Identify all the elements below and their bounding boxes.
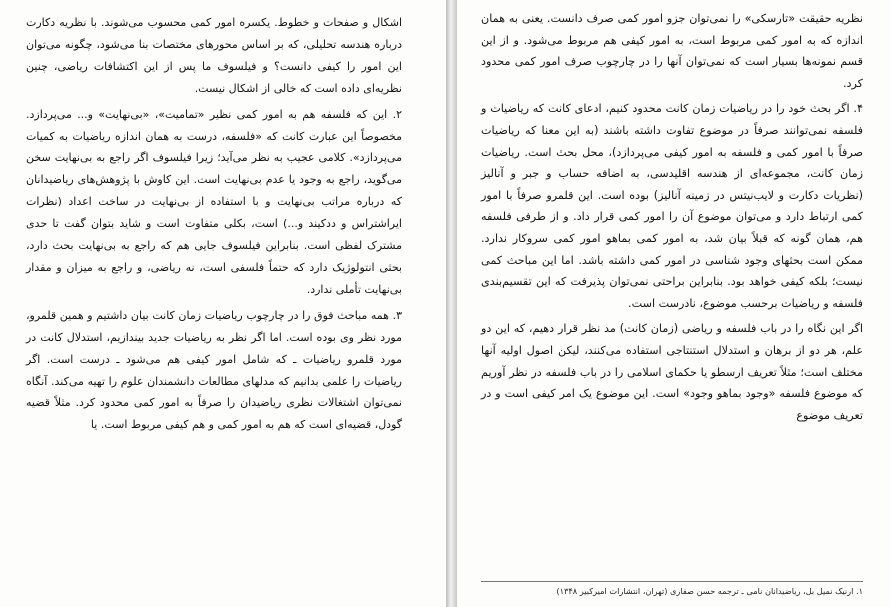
- left-paragraph-3: ۳. همه مباحث فوق را در چارچوب ریاضیات زمان کانت بیان داشتیم و همین قلمرو، مورد نظر وی بوده است. اما اگر نظر به ریاضیات جدید بیندازیم، استدلال کانت در مورد قلمرو ریاضیات ـ که شامل امور کیفی هم می‌شود ـ درست است. اگر ریاضیات را علمی بدانیم که مدلهای مطالعات دانشمندان علوم را تهیه می‌کند. آنگاه نمی‌توان اشتغالات نظری ریاضیدان را صرفاً به امور کمی محدود کرد. مثلاً قضیه گودل، قضیه‌ای است که هم به امور کمی و هم کیفی مربوط است. یا: [26, 308, 402, 432]
- right-paragraph-2: ۴. اگر بحث خود را در ریاضیات زمان کانت محدود کنیم، ادعای کانت که ریاضیات و فلسفه نمی‌توانند صرفاً در موضوع تفاوت داشته باشند (به این معنا که ریاضیات صرفاً با امور کمی و فلسفه به امور کیفی می‌پردازد)، محل بحث است. ریاضیات زمان کانت، مجموعه‌ای از هندسه اقلیدسی، به اضافه حساب و جبر و آنالیز (نظریات دکارت و لایب‌نیتس در زمینه آنالیز) بوده است. این قلمرو صرفاً با امور کمی ارتباط دارد و می‌توان موضوع آن را امور کمی قرار داد. و از طرفی فلسفه هم، همان گونه که قبلاً بیان شد، به امور کمی بماهو امور کمی سروکار ندارد. ممکن است بحثهای وجود شناسی در امور کمی داشته باشد. اما این مباحث کمی نیست؛ بلکه کیفی خواهد بود. بنابراین براحتی نمی‌توان پذیرفت که این تقسیم‌بندی فلسفه و ریاضیات برحسب موضوع، نادرست است.: [481, 102, 863, 310]
- right-paragraph-3: اگر این نگاه را در باب فلسفه و ریاضی (زمان کانت) مد نظر قرار دهیم، که این دو علم، هر دو از برهان و استدلال استنتاجی استفاده می‌کنند، لیکن اصول اولیه آنها مختلف است؛ مثلاً تعریف ارسطو یا حکمای اسلامی را در باب فلسفه در نظر آوریم که موضوع فلسفه «وجود بماهو وجود» است. این موضوع یک امر کیفی است و در تعریف موضوع: [481, 322, 863, 422]
- footnote: ۱. ارنیک نمیل بل، ریاضیدانان نامی ـ ترجمه حسن صفاری (تهران، انتشارات امیرکبیر ۱۳۴۸): [481, 581, 863, 597]
- book-gutter: [446, 0, 457, 607]
- left-page-text: [26, 12, 402, 436]
- right-page: [457, 0, 891, 607]
- left-paragraph-1: اشکال و صفحات و خطوط. یکسره امور کمی محسوب می‌شوند. با نظریه دکارت درباره هندسه تحلیلی، که بر اساس محورهای مختصات بنا می‌شود، چگونه می‌توان این امور را کیفی دانست؟ و فیلسوف ما پس از این اکتشافات ریاضی، چنین نظریه‌ای داده است که خالی از اشکال نیست.: [26, 16, 402, 95]
- right-page-text: [481, 8, 863, 426]
- right-paragraph-1: نظریه حقیقت «تارسکی» را نمی‌توان جزو امور کمی صرف دانست. یعنی به همان اندازه که به امور کمی مربوط است، به امور کیفی هم مربوط می‌شود. و از این قسم نمونه‌ها بسیار است که نمی‌توان آنها را در چارچوب صرف امور کمی محدود کرد.: [481, 12, 863, 90]
- left-paragraph-2: ۲. این که فلسفه هم به امور کمی نظیر «تمامیت»، «بی‌نهایت» و... می‌پردازد. مخصوصاً این عبارت کانت که «فلسفه، درست به همان اندازه ریاضیات به کمیات می‌پردازد». کلامی عجیب به نظر می‌آید؛ زیرا فیلسوف اگر راجع به بی‌نهایت سخن می‌گوید، راجع به وجود یا عدم بی‌نهایت است. این کاوش با پژوهش‌های ریاضیدانان که درباره مراتب بی‌نهایت و با استفاده از بی‌نهایت در ساخت اعداد (نظرات ایراشتراس و ددکیند و...) است، بکلی متفاوت است و شاید بتوان گفت تا حدی مشترک لفظی است. بنابراین فیلسوف جایی هم که راجع به بی‌نهایت بحث دارد، بحثی انتولوژیک دارد که حتماً فلسفی است، نه ریاضی، و راجع به میزان و مقدار بی‌نهایت تأملی ندارد.: [26, 107, 402, 296]
